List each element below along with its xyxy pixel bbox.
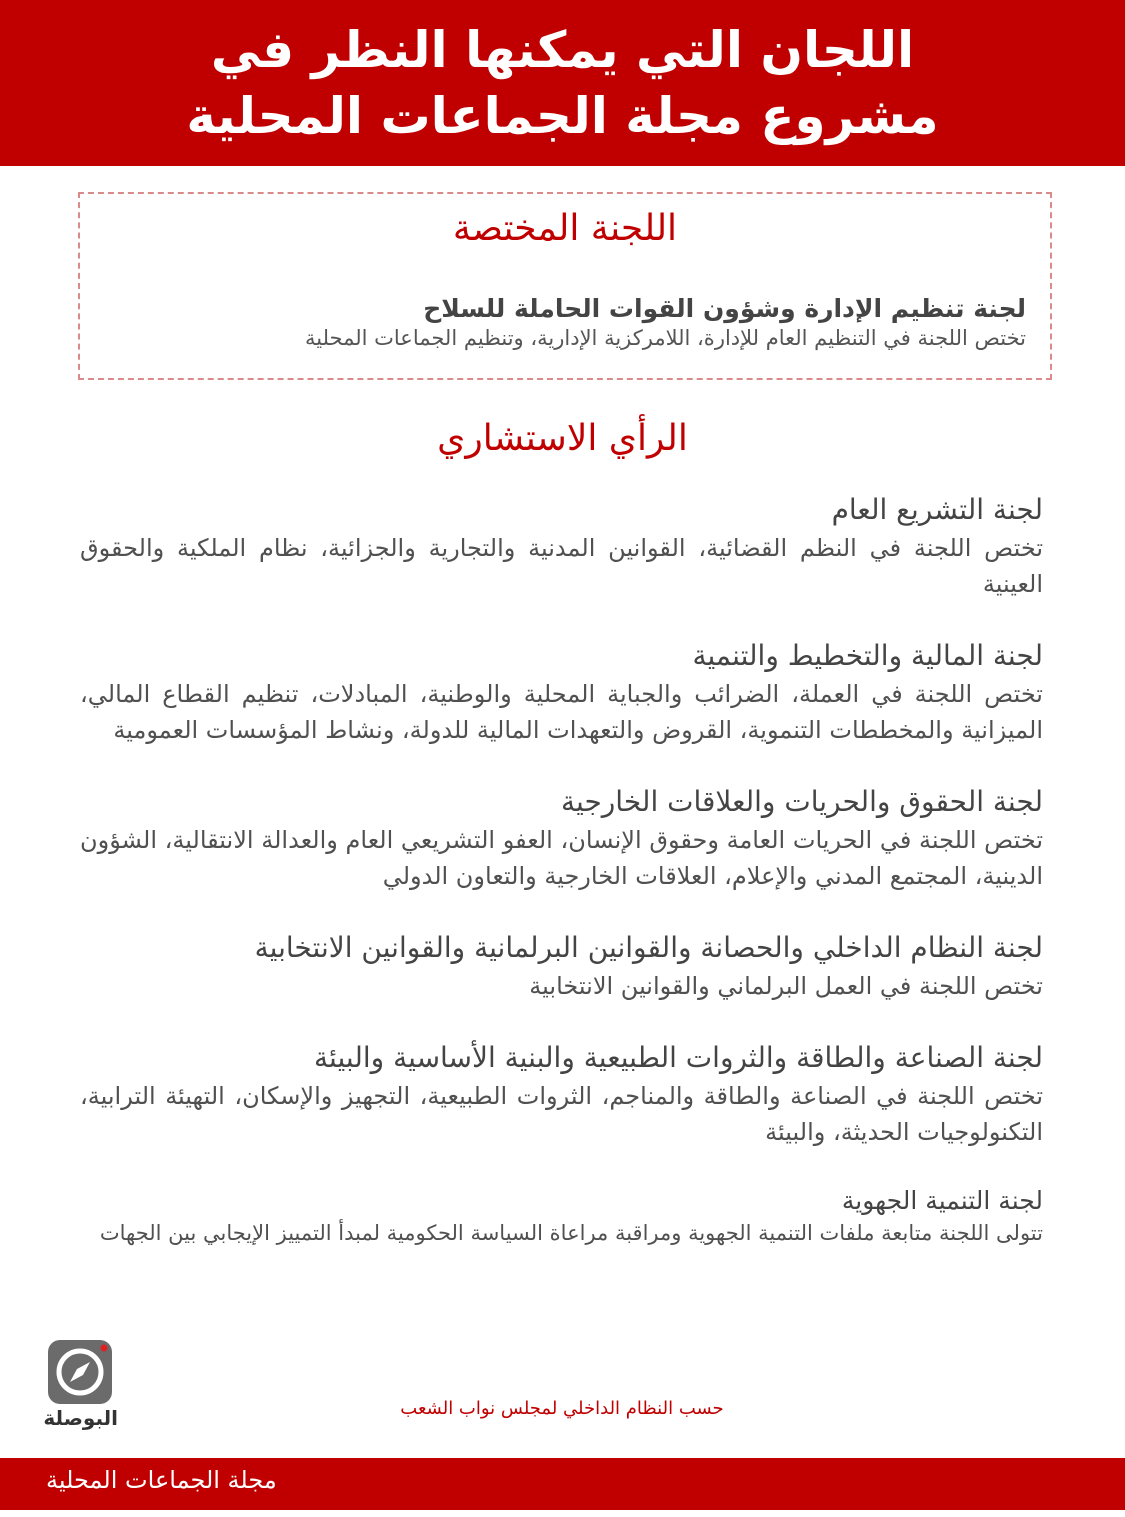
committee-item	[80, 490, 1043, 602]
committee-description: تختص اللجنة في العمل البرلماني والقوانين الانتخابية	[529, 972, 1043, 1000]
competent-committee-description: تختص اللجنة في التنظيم العام للإدارة، اللامركزية الإدارية، وتنظيم الجماعات المحلية	[304, 326, 1026, 350]
committee-name: لجنة التشريع العام	[831, 493, 1043, 526]
competent-section-title: اللجنة المختصة	[452, 208, 678, 249]
source-note: حسب النظام الداخلي لمجلس نواب الشعب	[400, 1398, 724, 1419]
committee-description: تختص اللجنة في النظم القضائية، القوانين المدنية والتجارية والجزائية، نظام الملكية والحقوق العينية	[80, 534, 1043, 598]
committee-description: تختص اللجنة في العملة، الضرائب والجباية المحلية والوطنية، المبادلات، تنظيم القطاع المالي، الميزانية والمخططات التنموية، القروض والتعهدات المالية للدولة، ونشاط المؤسسات العمومية	[80, 680, 1043, 744]
committee-name: لجنة الحقوق والحريات والعلاقات الخارجية	[561, 785, 1043, 818]
footer-text: مجلة الجماعات المحلية	[46, 1466, 277, 1494]
competent-committee-name: لجنة تنظيم الإدارة وشؤون القوات الحاملة للسلاح	[423, 294, 1026, 323]
advisory-section-title: الرأي الاستشاري	[437, 418, 688, 459]
committee-item	[80, 1038, 1043, 1150]
committee-name: لجنة الصناعة والطاقة والثروات الطبيعية والبنية الأساسية والبيئة	[314, 1041, 1043, 1074]
committee-item	[80, 928, 1043, 1004]
brand-logo-text: البوصلة	[43, 1406, 118, 1430]
advisory-committee-list	[80, 490, 1043, 1283]
committee-description: تختص اللجنة في الصناعة والطاقة والمناجم، الثروات الطبيعية، التجهيز والإسكان، التهيئة الترابية، التكنولوجيات الحديثة، والبيئة	[80, 1082, 1043, 1146]
committee-item	[80, 636, 1043, 748]
competent-committee-box	[78, 192, 1052, 380]
committee-name: لجنة النظام الداخلي والحصانة والقوانين البرلمانية والقوانين الانتخابية	[254, 931, 1043, 964]
committee-description: تتولى اللجنة متابعة ملفات التنمية الجهوية ومراقبة مراعاة السياسة الحكومية لمبدأ التمييز الإيجابي بين الجهات	[99, 1221, 1043, 1245]
committee-item	[80, 1184, 1043, 1249]
compass-icon	[48, 1340, 112, 1404]
committee-name: لجنة المالية والتخطيط والتنمية	[692, 639, 1043, 672]
page-footer	[0, 1458, 1125, 1510]
page-title-line-2: مشروع مجلة الجماعات المحلية	[186, 87, 939, 145]
committee-name: لجنة التنمية الجهوية	[841, 1186, 1043, 1215]
committee-description: تختص اللجنة في الحريات العامة وحقوق الإنسان، العفو التشريعي العام والعدالة الانتقالية، الشؤون الدينية، المجتمع المدني والإعلام، العلاقات الخارجية والتعاون الدولي	[80, 826, 1043, 890]
page-title-line-1: اللجان التي يمكنها النظر في	[210, 21, 915, 79]
page-header	[0, 0, 1125, 166]
committee-item	[80, 782, 1043, 894]
brand-logo	[44, 1340, 118, 1440]
